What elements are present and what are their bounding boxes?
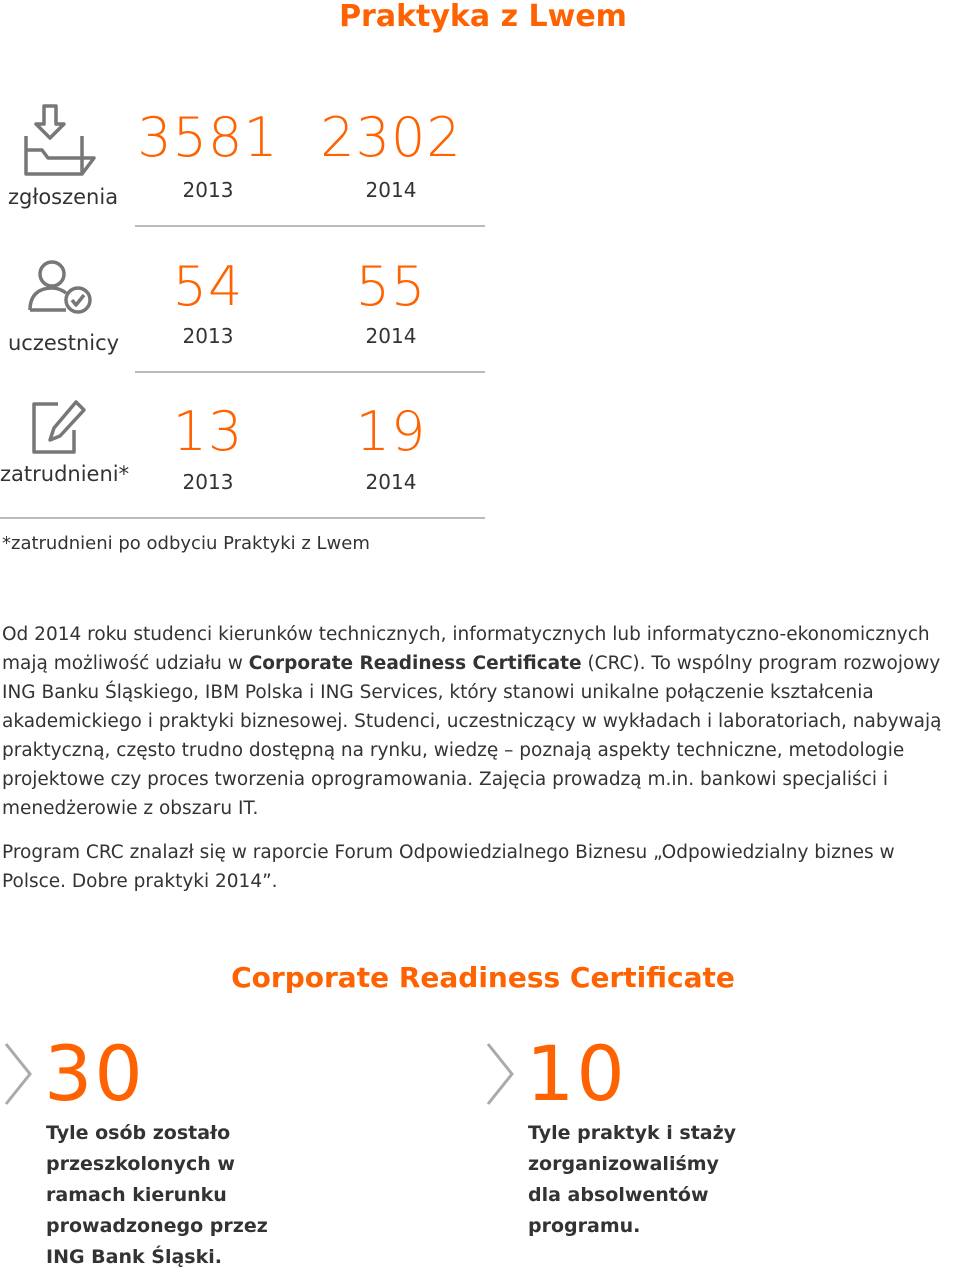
stat-label: zatrudnieni*: [0, 462, 130, 486]
description-line: prowadzonego przez: [46, 1215, 268, 1237]
description-line: ramach kierunku: [46, 1184, 227, 1206]
description-line: zorganizowaliśmy: [528, 1153, 719, 1175]
divider: [135, 371, 485, 373]
stat-description: [528, 1118, 858, 1242]
divider: [135, 225, 485, 227]
stat-description: [46, 1118, 376, 1273]
stat-year-2014: 2014: [365, 470, 417, 494]
report-paragraph: Program CRC znalazł się w raporcie Forum Odpowiedzialnego Biznesu „Odpowiedzialny biznes w Polsce. Dobre praktyki 2014”.: [2, 842, 895, 892]
stat-label: zgłoszenia: [8, 185, 119, 209]
stat-year-2014: 2014: [365, 324, 417, 348]
chevron-right-icon: [484, 1042, 518, 1106]
stat-big-number: 10: [526, 1029, 627, 1118]
description-line: przeszkolonych w: [46, 1153, 235, 1175]
section-title: Corporate Readiness Certificate: [231, 961, 735, 994]
paragraph-text: Od 2014 roku studenci kierunków technicznych, informatycznych lub informatyczno-ekonomicznych mają możliwość udziału w: [2, 624, 930, 674]
stat-year-2013: 2013: [182, 178, 234, 202]
stat-value-2014: 2302: [320, 106, 462, 169]
divider: [0, 517, 485, 519]
description-line: Tyle praktyk i staży: [528, 1122, 737, 1144]
stat-year-2014: 2014: [365, 178, 417, 202]
stat-year-2013: 2013: [182, 324, 234, 348]
stat-label: uczestnicy: [8, 331, 120, 355]
stat-year-2013: 2013: [182, 470, 234, 494]
description-line: Tyle osób zostało: [46, 1122, 231, 1144]
paragraph-text: (CRC). To wspólny program rozwojowy ING Banku Śląskiego, IBM Polska i ING Services, który stanowi unikalne połączenie kształcenia akademickiego i praktyki biznesowej. Studenci, uczestniczący w wykładach i laboratoriach, nabywają praktyczną, często trudno dostępną na rynku, wiedzę – poznają aspekty techniczne, metodologie projektowe czy proces tworzenia oprogramowania. Zajęcia prowadzą m.in. bankowi specjaliści i menedżerowie z obszaru IT.: [2, 653, 942, 819]
stat-value-2014: 55: [355, 255, 427, 318]
stat-value-2013: 13: [172, 400, 244, 463]
program-name: Corporate Readiness Certificate: [248, 653, 582, 674]
stat-row-uczestnicy: [0, 256, 490, 396]
stat-value-2014: 19: [355, 400, 427, 463]
edit-document-icon: [30, 398, 90, 458]
user-check-icon: [26, 256, 102, 320]
description-line: programu.: [528, 1215, 641, 1237]
stat-value-2013: 54: [172, 255, 244, 318]
description-line: dla absolwentów: [528, 1184, 709, 1206]
intro-paragraph: [2, 620, 952, 823]
stat-value-2013: 3581: [137, 106, 279, 169]
chevron-right-icon: [2, 1042, 36, 1106]
page-title: Praktyka z Lwem: [339, 0, 627, 34]
stat-row-zgloszenia: [0, 100, 490, 240]
stat-big-number: 30: [44, 1029, 145, 1118]
description-line: ING Bank Śląski.: [46, 1246, 222, 1268]
download-folder-icon: [22, 100, 98, 180]
footnote: *zatrudnieni po odbyciu Praktyki z Lwem: [2, 533, 370, 554]
